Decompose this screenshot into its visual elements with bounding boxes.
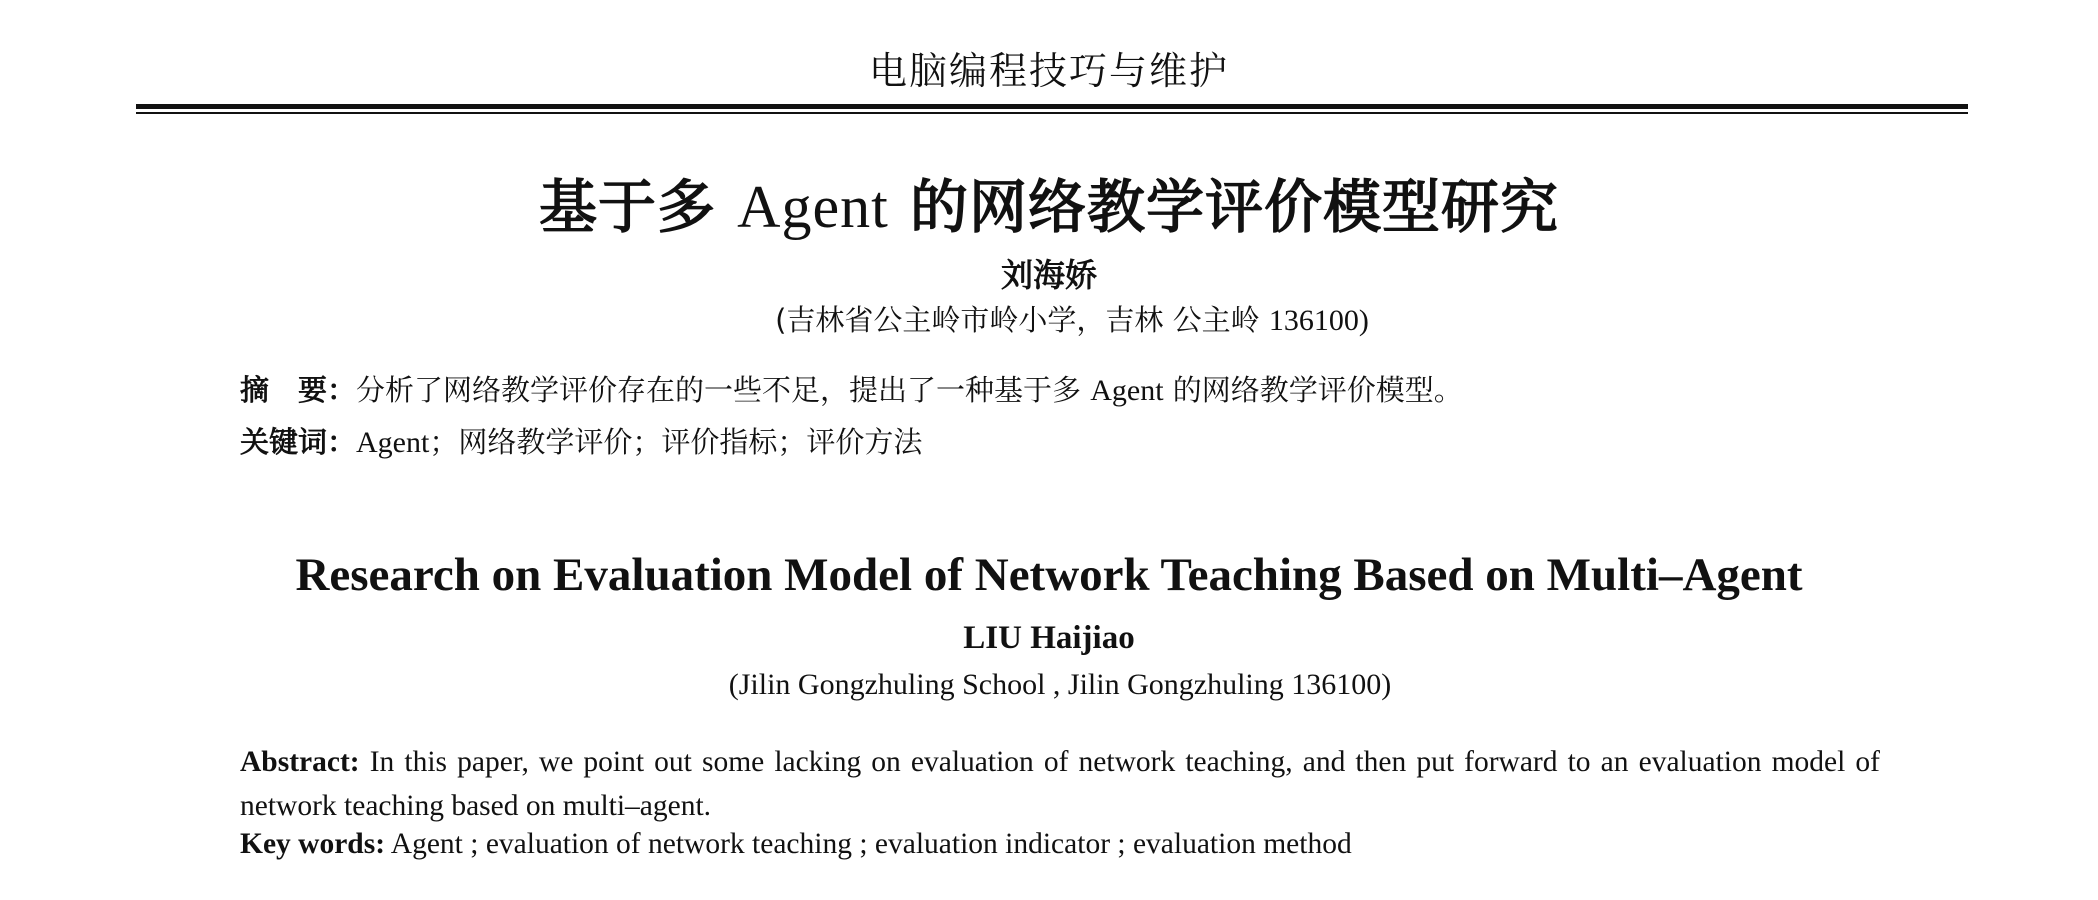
english-abstract xyxy=(240,740,1880,828)
english-abstract-label: Abstract: xyxy=(240,746,360,778)
chinese-abstract-suffix: 的网络教学评价模型。 xyxy=(1163,373,1463,407)
chinese-title-suffix: 的网络教学评价模型研究 xyxy=(888,173,1560,241)
running-head: 电脑编程技巧与维护 xyxy=(868,49,1229,93)
chinese-affiliation xyxy=(0,298,2098,339)
chinese-abstract-latin: Agent xyxy=(1090,374,1164,407)
chinese-affiliation-text: (吉林省公主岭市岭小学，吉林 公主岭 xyxy=(775,303,1269,337)
chinese-keywords xyxy=(240,420,922,461)
header-rule-thick xyxy=(136,104,1968,109)
chinese-abstract xyxy=(240,368,1463,409)
chinese-keywords-label: 关键词： xyxy=(240,425,357,459)
chinese-author: 刘海娇 xyxy=(1000,256,1097,294)
english-author: LIU Haijiao xyxy=(963,620,1135,656)
chinese-title xyxy=(0,160,2098,244)
chinese-keywords-rest: ；网络教学评价；评价指标；评价方法 xyxy=(429,425,923,459)
chinese-keywords-latin: Agent xyxy=(356,426,430,459)
english-keywords xyxy=(240,828,1352,861)
chinese-abstract-prefix: 分析了网络教学评价存在的一些不足，提出了一种基于多 xyxy=(356,373,1091,407)
chinese-title-prefix: 基于多 xyxy=(538,173,738,241)
english-abstract-text: In this paper, we point out some lacking on evaluation of network teaching, and then put forward to an evaluation model of network teaching based on multi–agent. xyxy=(240,746,1880,822)
english-keywords-label: Key words: xyxy=(240,828,386,860)
english-affiliation: (Jilin Gongzhuling School , Jilin Gongzhuling 136100) xyxy=(728,668,1392,701)
english-title: Research on Evaluation Model of Network Teaching Based on Multi–Agent xyxy=(295,549,1803,601)
header-rule-thin xyxy=(136,112,1968,114)
chinese-title-latin: Agent xyxy=(737,174,889,240)
chinese-affiliation-postcode: 136100) xyxy=(1268,304,1369,337)
english-keywords-text: Agent ; evaluation of network teaching ; evaluation indicator ; evaluation method xyxy=(385,828,1352,860)
chinese-abstract-label: 摘 要： xyxy=(240,373,357,407)
